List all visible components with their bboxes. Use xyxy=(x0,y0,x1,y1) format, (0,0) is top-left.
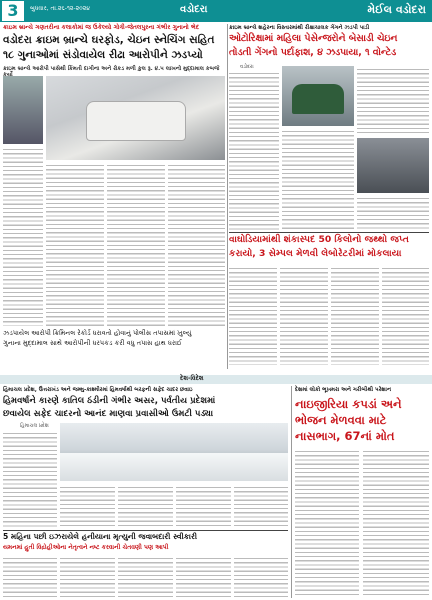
story2-kicker: ક્રાઇમ બ્રાન્ચે શહેરના વિસ્તારમાંથી રીક્ષાચાલક ગેંગને ઝડપી પાડી xyxy=(229,25,370,31)
story5-column1-text xyxy=(295,448,359,597)
story6-deck: યમનમાં હુતી વિદ્રોહીઓના નેતૃત્વને નષ્ટ કરવાની ચેતવણી પણ આપી xyxy=(3,544,169,551)
story4-column3-text xyxy=(118,484,173,528)
story4-headline-line2: છવાયેલ સફેદ ચાદરનો આનંદ માણવા પ્રવાસીઓ ઉમટી પડ્યા xyxy=(3,409,214,419)
story5-column2-text xyxy=(363,448,429,597)
snow-ground xyxy=(60,453,288,481)
story3-column4-text xyxy=(382,265,429,365)
car-shape xyxy=(86,101,186,141)
story1-photo xyxy=(46,76,225,160)
story1-column1-text xyxy=(3,146,43,326)
story1-headline-line1: વડોદરા ક્રાઇમ બ્રાન્ચે ઘરફોડ, ચેઇન સ્નેચિંગ સહિત xyxy=(3,34,215,46)
story3-column1-text xyxy=(229,265,277,365)
story1-footer-line1: ઝડપાયેલ આરોપી ક્રિમિનલ રેકોર્ડ ધરાવતો હોવાનું પોલીસ તપાસમાં ખુલ્યું xyxy=(3,329,192,337)
section-title: વડોદરા xyxy=(180,4,208,15)
story4-snow-photo xyxy=(60,423,288,481)
story6-column1-text xyxy=(3,555,57,597)
story3-column2-text xyxy=(280,265,328,365)
story2-column4-text xyxy=(357,195,429,230)
story1-column3-text xyxy=(107,162,165,326)
story4-byline: હિમાચલ પ્રદેશ xyxy=(20,423,49,429)
rickshaw-shape xyxy=(292,84,344,114)
story2-photo-accused xyxy=(357,138,429,193)
story2-byline: વડોદરા xyxy=(240,64,254,70)
column-divider-top xyxy=(227,24,228,369)
story1-footer-line2: ગુનાના મુદ્દામાલ સાથે આરોપીની ધરપકડ કરી વધુ તપાસ હાથ ધરાઈ xyxy=(3,339,183,347)
story4-column2-text xyxy=(60,484,115,528)
story6-column3-text xyxy=(118,555,173,597)
story3-top-rule xyxy=(229,232,429,233)
issue-date: બુધવાર, તા.૨૬-૧૨-૨૦૨૪ xyxy=(30,5,90,12)
story2-headline-line1: ઓટોરિક્ષામાં મહિલા પેસેન્જરોને બેસાડી ચેઇન xyxy=(229,33,398,44)
story5-headline-line2: ભોજન મેળવવા માટે xyxy=(295,413,387,427)
page-number: 3 xyxy=(2,1,24,21)
story4-kicker: હિમાચલ પ્રદેશ, ઉત્તરાખંડ અને જમ્મુ-કાશ્મીરમાં હિમવર્ષાથી બરફની સફેદ ચાદર છવાઇ xyxy=(3,387,193,393)
story1-portrait-photo xyxy=(3,76,43,144)
story1-column2-text xyxy=(46,162,104,326)
story3-headline-line1: વાઘોડિયામાંથી શંકાસ્પદ 50 કિલોનો જથ્થો જપ્ત xyxy=(229,234,409,245)
story5-headline-line1: નાઇજીરિયા કપડાં અને xyxy=(295,397,402,411)
story3-column3-text xyxy=(331,265,379,365)
story4-headline-line1: હિમવર્ષાને કારણે કાતિલ ઠંડીની ગંભીર અસર, પર્વતીય પ્રદેશમાં xyxy=(3,396,216,406)
column-divider-bottom xyxy=(291,386,292,598)
story1-headline-line2: ૧૮ ગુનાઓમાં સંડોવાયેલ રીઢા આરોપીને ઝડપ્યો xyxy=(3,49,203,61)
story2-column2-text xyxy=(282,128,354,230)
story2-photo-rickshaw xyxy=(282,66,354,126)
story1-kicker: ક્રાઇમ બ્રાન્ચે ગણતરીના કલાકોમાં જ ઉકેલ્યો ગોત્રી-જેતલપુરના ગંભીર ગુનાનો ભેદ xyxy=(3,24,200,31)
edition-name: મેઈલ વડોદરા xyxy=(367,3,426,16)
story4-column5-text xyxy=(234,484,288,528)
section-divider-band xyxy=(0,375,432,384)
story2-column1-text xyxy=(229,70,279,230)
story2-column3-text xyxy=(357,66,429,136)
story5-headline-line3: નાસભાગ, 67નાં મોત xyxy=(295,429,395,443)
section-divider-label: દેશ-વિદેશ xyxy=(180,375,204,382)
story5-kicker: દેશમાં લોકો ભૂખમરા અને ગરીબીથી પરેશાન xyxy=(295,387,392,393)
story6-column4-text xyxy=(176,555,231,597)
story6-headline: 5 મહિના પછી ઇઝરાયેલે હનીયાના મૃત્યુની જવાબદારી સ્વીકારી xyxy=(3,532,198,541)
story2-headline-line2: તોડતી ગેંગનો પર્દાફાશ, ૪ ઝડપાયા, ૧ વોન્ટેડ xyxy=(229,47,397,58)
story6-top-rule xyxy=(3,530,288,531)
story4-column1-text xyxy=(3,430,57,528)
story1-deck: ક્રાઇમ બ્રાન્ચે આરોપી પાસેથી કિંમતી દાગીના અને રોકડ મળી કુલ રૂ. ૪.૫ લાખનો મુદ્દામાલ કબજે xyxy=(3,66,220,72)
story4-column4-text xyxy=(176,484,231,528)
story6-column2-text xyxy=(60,555,115,597)
story3-headline-line2: કરાયો, 3 સેમ્પલ મેળવી લેબોરેટરીમાં મોકલાયા xyxy=(229,248,402,259)
story1-column4-text xyxy=(168,162,225,326)
story6-column5-text xyxy=(234,555,288,597)
